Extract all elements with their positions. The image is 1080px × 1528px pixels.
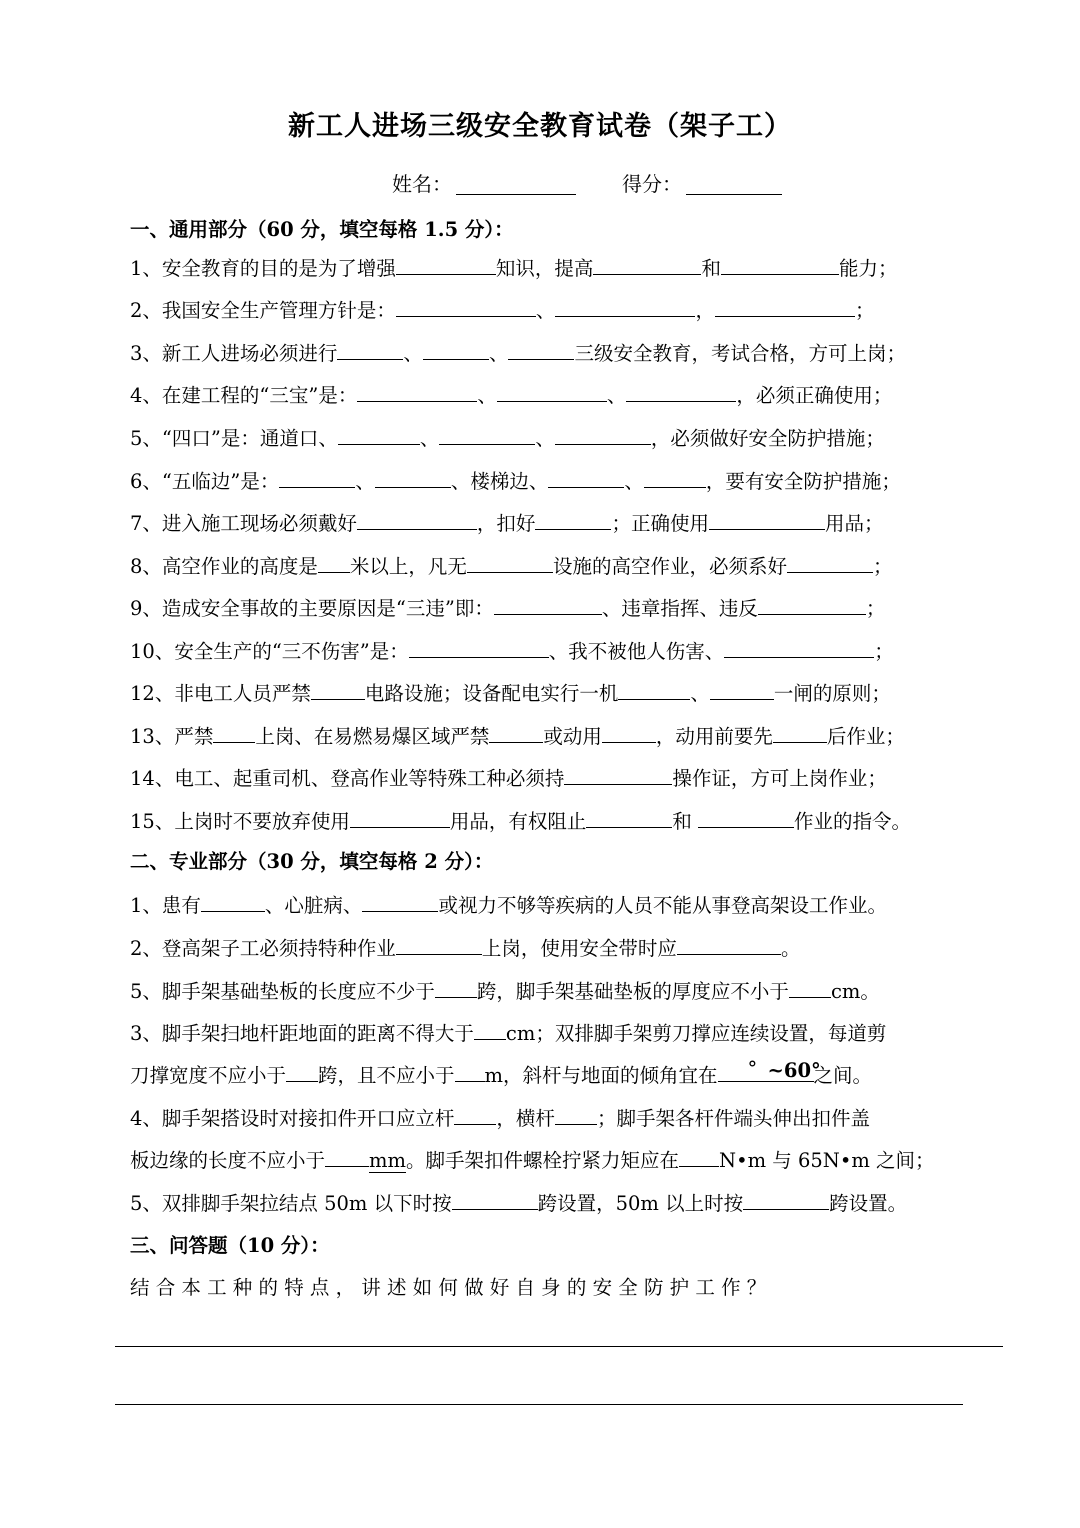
angle-upper-bound: ~60° bbox=[767, 1059, 821, 1082]
question-text: 6、“五临边”是： bbox=[130, 470, 280, 493]
question-text: 用品； bbox=[824, 512, 884, 535]
answer-blank[interactable] bbox=[454, 1104, 496, 1125]
question-text: 上岗，使用安全带时应 bbox=[481, 937, 677, 960]
question-text: 9、造成安全事故的主要原因是“三违”即： bbox=[130, 597, 494, 620]
essay-answer-line-2[interactable] bbox=[115, 1404, 963, 1405]
answer-blank[interactable] bbox=[396, 254, 496, 275]
question-1-8 bbox=[130, 552, 950, 581]
question-text: 之间。 bbox=[813, 1064, 873, 1087]
answer-blank[interactable] bbox=[337, 339, 403, 360]
question-text: ；脚手架各杆件端头伸出扣件盖 bbox=[596, 1107, 870, 1130]
question-text: 、我不被他人伤害、 bbox=[548, 640, 725, 663]
answer-blank[interactable] bbox=[555, 1104, 597, 1125]
question-text: m，斜杆与地面的倾角宜在 bbox=[484, 1064, 718, 1087]
answer-blank[interactable] bbox=[593, 254, 701, 275]
question-text: 、 bbox=[355, 470, 375, 493]
question-text: 、楼梯边、 bbox=[450, 470, 549, 493]
question-text: 4、脚手架搭设时对接扣件开口应立杆 bbox=[130, 1107, 455, 1130]
question-text: ，必须正确使用； bbox=[736, 384, 893, 407]
question-text: ，动用前要先 bbox=[655, 725, 773, 748]
question-2-2 bbox=[130, 934, 950, 963]
question-text: 或动用 bbox=[543, 725, 602, 748]
question-text: 、 bbox=[624, 470, 644, 493]
answer-blank[interactable] bbox=[338, 424, 420, 445]
answer-blank[interactable] bbox=[286, 1061, 318, 1082]
question-1-1 bbox=[130, 254, 950, 283]
answer-blank[interactable] bbox=[679, 1146, 719, 1167]
answer-blank[interactable] bbox=[644, 467, 706, 488]
answer-blank[interactable] bbox=[311, 679, 365, 700]
question-text: ，扣好 bbox=[476, 512, 536, 535]
question-text: 、心脏病、 bbox=[264, 894, 363, 917]
question-1-15 bbox=[130, 807, 950, 836]
question-text: 操作证，方可上岗作业； bbox=[672, 767, 887, 790]
question-text: 8、高空作业的高度是 bbox=[130, 555, 318, 578]
question-text: 14、电工、起重司机、登高作业等特殊工种必须持 bbox=[130, 767, 565, 790]
essay-answer-line-1[interactable] bbox=[115, 1346, 1003, 1347]
question-text: 、 bbox=[403, 342, 423, 365]
question-text: 4、在建工程的“三宝”是： bbox=[130, 384, 358, 407]
answer-blank[interactable] bbox=[709, 509, 825, 530]
answer-blank[interactable] bbox=[439, 424, 535, 445]
question-text: 和 bbox=[701, 257, 721, 280]
question-1-7 bbox=[130, 509, 950, 538]
question-1-10 bbox=[130, 637, 950, 666]
question-text: 跨，脚手架基础垫板的厚度应不小于 bbox=[476, 980, 789, 1003]
question-text: 一闸的原则； bbox=[773, 682, 891, 705]
question-text: 15、上岗时不要放弃使用 bbox=[130, 810, 350, 833]
question-text: 、违章指挥、违反 bbox=[601, 597, 758, 620]
question-1-4 bbox=[130, 381, 950, 410]
answer-blank[interactable] bbox=[787, 552, 873, 573]
question-text: ，要有安全防护措施； bbox=[705, 470, 901, 493]
answer-blank[interactable] bbox=[555, 424, 651, 445]
answer-blank[interactable] bbox=[715, 296, 855, 317]
answer-blank[interactable] bbox=[602, 722, 656, 743]
question-text: ； bbox=[865, 597, 886, 620]
question-text: 5、“四口”是：通道口、 bbox=[130, 427, 338, 450]
answer-blank[interactable] bbox=[455, 1061, 485, 1082]
question-text: 5、双排脚手架拉结点 50m 以下时按 bbox=[130, 1192, 452, 1215]
question-1-14 bbox=[130, 764, 950, 793]
question-text: ； bbox=[872, 555, 893, 578]
answer-blank[interactable] bbox=[474, 1019, 506, 1040]
question-text: 跨设置，50m 以上时按 bbox=[537, 1192, 744, 1215]
score-field[interactable] bbox=[686, 194, 782, 195]
question-text: 13、严禁 bbox=[130, 725, 214, 748]
question-text: 1、患有 bbox=[130, 894, 201, 917]
question-text: ，横杆 bbox=[496, 1107, 555, 1130]
question-text: 3、脚手架扫地杆距地面的距离不得大于 bbox=[130, 1022, 474, 1045]
answer-blank[interactable] bbox=[350, 807, 450, 828]
question-text: 或视力不够等疾病的人员不能从事登高架设工作业。 bbox=[438, 894, 887, 917]
answer-blank[interactable] bbox=[626, 381, 736, 402]
question-2-3-line1 bbox=[130, 1019, 950, 1048]
answer-blank[interactable] bbox=[452, 1189, 538, 1210]
question-text: N•m 与 65N•m 之间； bbox=[719, 1149, 935, 1172]
question-text: 上岗、在易燃易爆区域严禁 bbox=[255, 725, 490, 748]
answer-blank[interactable] bbox=[213, 722, 255, 743]
question-text: 、 bbox=[419, 427, 440, 450]
question-2-4-line1 bbox=[130, 1104, 950, 1133]
answer-blank[interactable] bbox=[318, 552, 350, 573]
question-text: 10、安全生产的“三不伤害”是： bbox=[130, 640, 409, 663]
score-label: 得分： bbox=[622, 172, 682, 196]
question-text: 跨，且不应小于 bbox=[318, 1064, 455, 1087]
answer-blank[interactable] bbox=[396, 934, 482, 955]
question-text: 、 bbox=[477, 384, 497, 407]
question-text: 、 bbox=[606, 384, 627, 407]
question-text: 作业的指令。 bbox=[794, 810, 912, 833]
question-text: 电路设施；设备配电实行一机 bbox=[364, 682, 619, 705]
answer-blank[interactable] bbox=[724, 637, 874, 658]
answer-blank[interactable] bbox=[357, 381, 477, 402]
question-1-2 bbox=[130, 296, 950, 325]
answer-blank[interactable] bbox=[698, 807, 794, 828]
question-text: 、 bbox=[690, 682, 710, 705]
answer-blank[interactable] bbox=[357, 509, 477, 530]
question-text: 和 bbox=[672, 810, 699, 833]
unit-text: mm bbox=[369, 1149, 406, 1172]
question-2-5b bbox=[130, 1189, 950, 1218]
question-text: ，必须做好安全防护措施； bbox=[650, 427, 885, 450]
answer-blank[interactable] bbox=[375, 467, 451, 488]
question-text: ；正确使用 bbox=[611, 512, 709, 535]
question-text: 、 bbox=[535, 299, 556, 322]
question-2-4-line2 bbox=[130, 1146, 950, 1175]
question-2-3-line2 bbox=[130, 1057, 950, 1090]
answer-blank[interactable] bbox=[710, 679, 774, 700]
answer-blank[interactable] bbox=[494, 594, 602, 615]
question-text: 跨设置。 bbox=[829, 1192, 908, 1215]
answer-blank[interactable] bbox=[409, 637, 549, 658]
answer-blank[interactable] bbox=[773, 722, 827, 743]
question-text: 。 bbox=[780, 937, 801, 960]
answer-blank[interactable] bbox=[721, 254, 839, 275]
answer-blank[interactable] bbox=[325, 1146, 369, 1167]
question-text: 刀撑宽度不应小于 bbox=[130, 1064, 287, 1087]
answer-blank[interactable] bbox=[279, 467, 355, 488]
question-text: 、 bbox=[535, 427, 555, 450]
question-2-5a bbox=[130, 977, 950, 1006]
answer-blank[interactable] bbox=[564, 764, 672, 785]
section-1-heading: 一、通用部分（60 分，填空每格 1.5 分）： bbox=[130, 218, 514, 241]
answer-blank[interactable] bbox=[535, 509, 611, 530]
answer-blank[interactable] bbox=[555, 296, 695, 317]
answer-blank[interactable] bbox=[618, 679, 690, 700]
question-2-1 bbox=[130, 891, 950, 920]
question-text: cm；双排脚手架剪刀撑应连续设置，每道剪 bbox=[505, 1022, 887, 1045]
answer-blank[interactable] bbox=[467, 552, 553, 573]
answer-blank[interactable] bbox=[743, 1189, 829, 1210]
question-text: ， bbox=[695, 299, 715, 322]
degree-symbol: ° bbox=[747, 1057, 758, 1080]
essay-question: 结 合 本 工 种 的 特 点 ， 讲 述 如 何 做 好 自 身 的 安 全 防 护 工 作 ？ bbox=[130, 1276, 767, 1299]
answer-blank[interactable] bbox=[508, 339, 574, 360]
question-text: 米以上，凡无 bbox=[349, 555, 467, 578]
page-title: 新工人进场三级安全教育试卷（架子工） bbox=[288, 111, 792, 142]
question-text: ； bbox=[874, 640, 894, 663]
question-text: 、 bbox=[488, 342, 509, 365]
section-2-heading: 二、专业部分（30 分，填空每格 2 分）： bbox=[130, 850, 494, 873]
question-text: 2、我国安全生产管理方针是： bbox=[130, 299, 396, 322]
question-text: 知识，提高 bbox=[495, 257, 594, 280]
question-text: 3、新工人进场必须进行 bbox=[130, 342, 338, 365]
question-text: 12、非电工人员严禁 bbox=[130, 682, 311, 705]
question-text: 板边缘的长度不应小于 bbox=[130, 1149, 326, 1172]
question-text: 5、脚手架基础垫板的长度应不少于 bbox=[130, 980, 435, 1003]
answer-blank[interactable] bbox=[489, 722, 543, 743]
answer-blank[interactable] bbox=[548, 467, 624, 488]
name-field[interactable] bbox=[456, 194, 576, 195]
question-1-13 bbox=[130, 722, 950, 751]
answer-blank[interactable] bbox=[362, 891, 438, 912]
question-1-3 bbox=[130, 339, 950, 368]
question-text: 2、登高架子工必须持特种作业 bbox=[130, 937, 396, 960]
question-1-12 bbox=[130, 679, 950, 708]
angle-blank[interactable] bbox=[718, 1057, 821, 1082]
question-text: cm。 bbox=[830, 980, 880, 1003]
answer-blank[interactable] bbox=[423, 339, 489, 360]
question-1-6 bbox=[130, 467, 950, 496]
question-1-9 bbox=[130, 594, 950, 623]
question-1-5 bbox=[130, 424, 950, 453]
question-text: 后作业； bbox=[826, 725, 905, 748]
question-text: 能力； bbox=[838, 257, 898, 280]
answer-blank[interactable] bbox=[497, 381, 607, 402]
question-text: 设施的高空作业，必须系好 bbox=[552, 555, 787, 578]
answer-blank[interactable] bbox=[758, 594, 866, 615]
question-text: 1、安全教育的目的是为了增强 bbox=[130, 257, 396, 280]
answer-blank[interactable] bbox=[201, 891, 265, 912]
answer-blank[interactable] bbox=[677, 934, 781, 955]
answer-blank[interactable] bbox=[789, 977, 831, 998]
question-text: ； bbox=[854, 299, 875, 322]
name-label: 姓名： bbox=[392, 172, 452, 196]
answer-blank[interactable] bbox=[396, 296, 536, 317]
question-text: 三级安全教育，考试合格，方可上岗； bbox=[574, 342, 906, 365]
answer-blank[interactable] bbox=[586, 807, 672, 828]
question-text: 。脚手架扣件螺栓拧紧力矩应在 bbox=[406, 1149, 680, 1172]
section-3-heading: 三、问答题（10 分）： bbox=[130, 1234, 330, 1257]
answer-blank[interactable] bbox=[435, 977, 477, 998]
question-text: 7、进入施工现场必须戴好 bbox=[130, 512, 357, 535]
question-text: 用品，有权阻止 bbox=[449, 810, 587, 833]
